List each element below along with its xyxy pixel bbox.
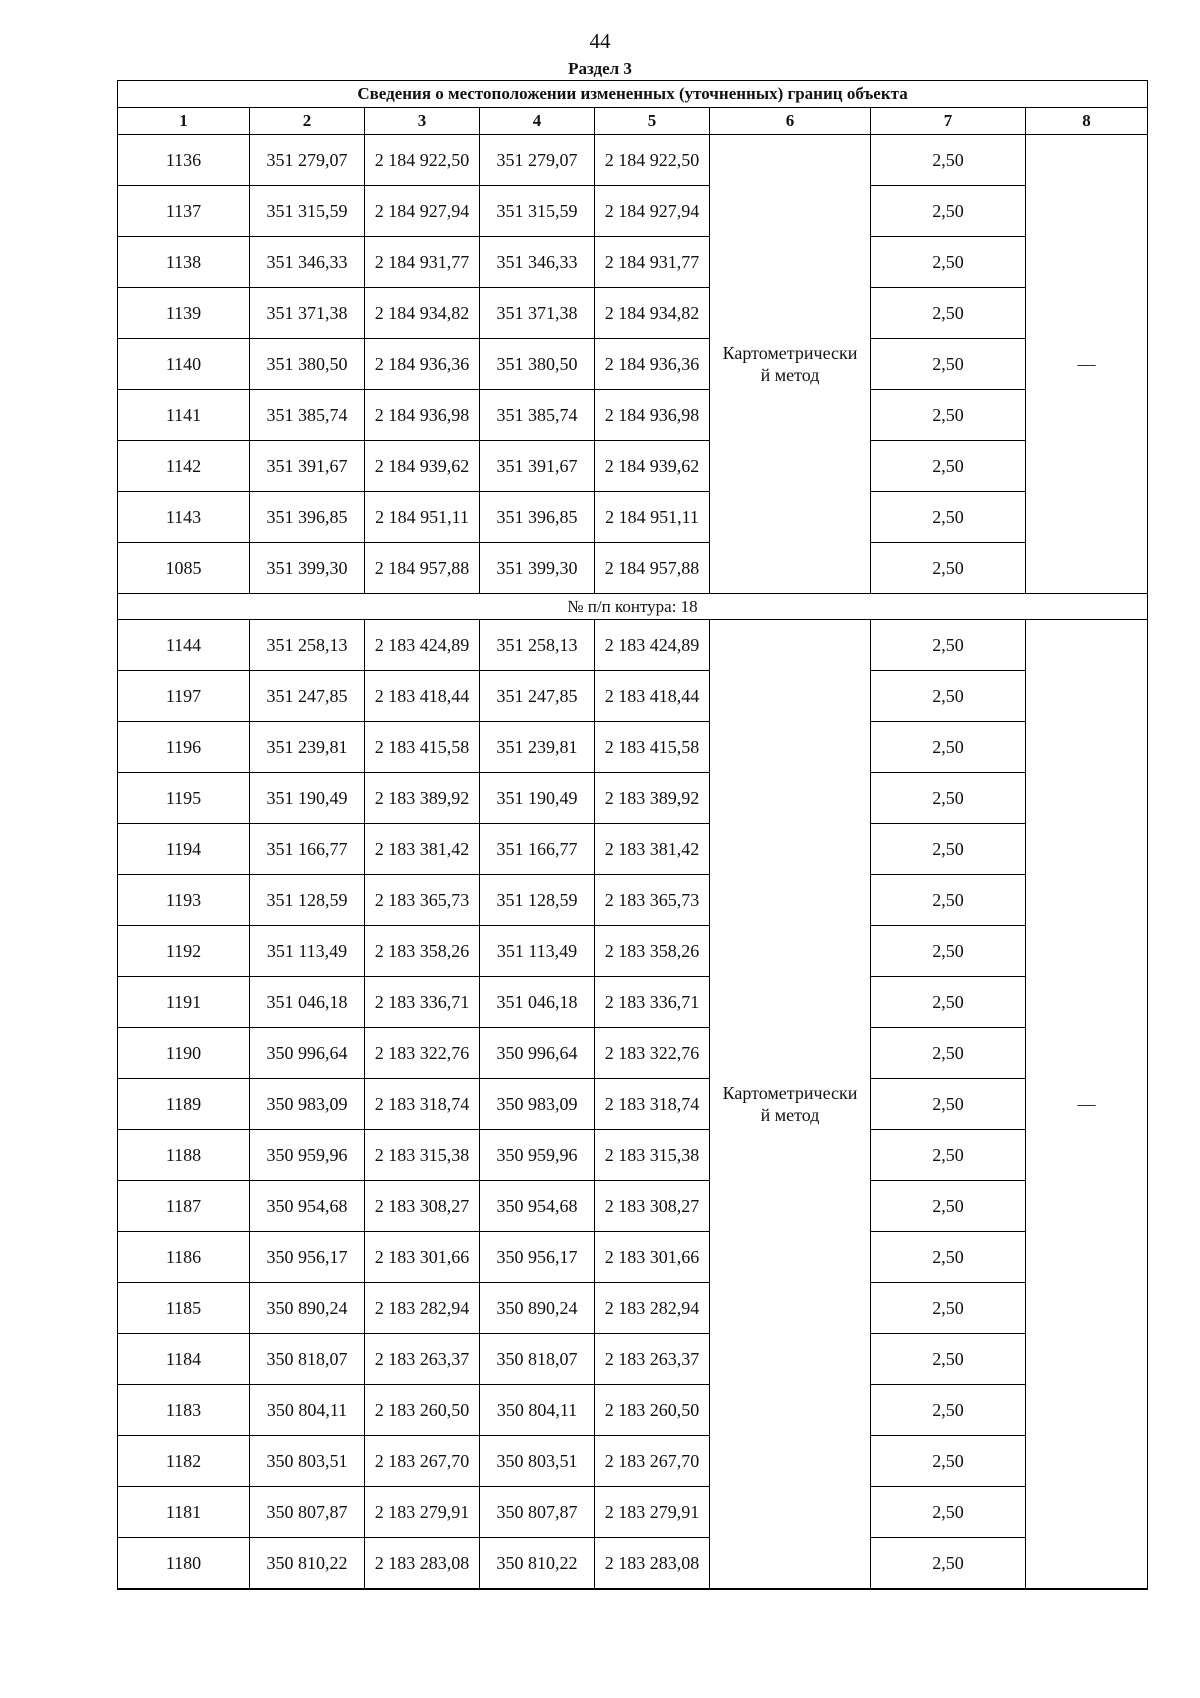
accuracy-cell: 2,50 xyxy=(871,1283,1026,1334)
y-coordinate-cell: 2 183 381,42 xyxy=(595,824,710,875)
accuracy-cell: 2,50 xyxy=(871,773,1026,824)
y-coordinate-cell: 2 183 263,37 xyxy=(365,1334,480,1385)
method-text-line: Картометрически xyxy=(722,1083,858,1103)
y-coordinate-cell: 2 183 260,50 xyxy=(595,1385,710,1436)
x-coordinate-cell: 350 807,87 xyxy=(250,1487,365,1538)
y-coordinate-cell: 2 183 267,70 xyxy=(365,1436,480,1487)
y-coordinate-cell: 2 183 358,26 xyxy=(595,926,710,977)
accuracy-cell: 2,50 xyxy=(871,1232,1026,1283)
y-coordinate-cell: 2 183 301,66 xyxy=(365,1232,480,1283)
x-coordinate-cell: 350 810,22 xyxy=(480,1538,595,1590)
accuracy-cell: 2,50 xyxy=(871,722,1026,773)
point-number-cell: 1140 xyxy=(118,339,250,390)
x-coordinate-cell: 351 380,50 xyxy=(250,339,365,390)
x-coordinate-cell: 350 983,09 xyxy=(250,1079,365,1130)
table-row xyxy=(118,492,1148,543)
accuracy-cell: 2,50 xyxy=(871,620,1026,671)
x-coordinate-cell: 351 046,18 xyxy=(250,977,365,1028)
table-row xyxy=(118,824,1148,875)
x-coordinate-cell: 351 113,49 xyxy=(250,926,365,977)
table-row xyxy=(118,441,1148,492)
point-number-cell: 1194 xyxy=(118,824,250,875)
table-row xyxy=(118,1181,1148,1232)
table-row xyxy=(118,926,1148,977)
y-coordinate-cell: 2 183 358,26 xyxy=(365,926,480,977)
x-coordinate-cell: 351 371,38 xyxy=(250,288,365,339)
x-coordinate-cell: 351 385,74 xyxy=(250,390,365,441)
y-coordinate-cell: 2 183 283,08 xyxy=(595,1538,710,1590)
accuracy-cell: 2,50 xyxy=(871,1385,1026,1436)
column-number: 5 xyxy=(595,108,710,135)
x-coordinate-cell: 350 803,51 xyxy=(480,1436,595,1487)
y-coordinate-cell: 2 183 315,38 xyxy=(595,1130,710,1181)
x-coordinate-cell: 350 890,24 xyxy=(480,1283,595,1334)
y-coordinate-cell: 2 183 322,76 xyxy=(595,1028,710,1079)
method-text-line: й метод xyxy=(760,365,820,385)
y-coordinate-cell: 2 183 260,50 xyxy=(365,1385,480,1436)
accuracy-cell: 2,50 xyxy=(871,977,1026,1028)
x-coordinate-cell: 350 804,11 xyxy=(250,1385,365,1436)
x-coordinate-cell: 350 807,87 xyxy=(480,1487,595,1538)
point-number-cell: 1192 xyxy=(118,926,250,977)
table-row xyxy=(118,288,1148,339)
accuracy-cell: 2,50 xyxy=(871,1487,1026,1538)
table-row xyxy=(118,1487,1148,1538)
x-coordinate-cell: 351 399,30 xyxy=(250,543,365,594)
table-row xyxy=(118,1028,1148,1079)
x-coordinate-cell: 351 239,81 xyxy=(250,722,365,773)
method-cell xyxy=(710,620,871,1590)
accuracy-cell: 2,50 xyxy=(871,237,1026,288)
accuracy-cell: 2,50 xyxy=(871,492,1026,543)
accuracy-cell: 2,50 xyxy=(871,1334,1026,1385)
x-coordinate-cell: 351 046,18 xyxy=(480,977,595,1028)
x-coordinate-cell: 351 258,13 xyxy=(480,620,595,671)
accuracy-cell: 2,50 xyxy=(871,671,1026,722)
y-coordinate-cell: 2 184 939,62 xyxy=(365,441,480,492)
contour-header-row xyxy=(118,594,1148,620)
y-coordinate-cell: 2 184 951,11 xyxy=(595,492,710,543)
table-row xyxy=(118,237,1148,288)
y-coordinate-cell: 2 183 424,89 xyxy=(365,620,480,671)
table-row xyxy=(118,339,1148,390)
point-number-cell: 1189 xyxy=(118,1079,250,1130)
accuracy-cell: 2,50 xyxy=(871,1538,1026,1590)
y-coordinate-cell: 2 183 418,44 xyxy=(595,671,710,722)
point-number-cell: 1143 xyxy=(118,492,250,543)
x-coordinate-cell: 350 996,64 xyxy=(250,1028,365,1079)
y-coordinate-cell: 2 183 389,92 xyxy=(595,773,710,824)
y-coordinate-cell: 2 183 381,42 xyxy=(365,824,480,875)
method-text-line: Картометрически xyxy=(722,343,858,363)
table-row xyxy=(118,875,1148,926)
x-coordinate-cell: 351 166,77 xyxy=(480,824,595,875)
point-number-cell: 1141 xyxy=(118,390,250,441)
point-number-cell: 1144 xyxy=(118,620,250,671)
x-coordinate-cell: 350 818,07 xyxy=(250,1334,365,1385)
y-coordinate-cell: 2 183 308,27 xyxy=(595,1181,710,1232)
column-8-cell: — xyxy=(1026,620,1148,1590)
column-number: 1 xyxy=(118,108,250,135)
x-coordinate-cell: 351 371,38 xyxy=(480,288,595,339)
table-row xyxy=(118,1436,1148,1487)
point-number-cell: 1187 xyxy=(118,1181,250,1232)
x-coordinate-cell: 351 247,85 xyxy=(480,671,595,722)
table-row xyxy=(118,773,1148,824)
accuracy-cell: 2,50 xyxy=(871,186,1026,237)
point-number-cell: 1181 xyxy=(118,1487,250,1538)
accuracy-cell: 2,50 xyxy=(871,288,1026,339)
x-coordinate-cell: 350 954,68 xyxy=(250,1181,365,1232)
y-coordinate-cell: 2 184 936,98 xyxy=(365,390,480,441)
accuracy-cell: 2,50 xyxy=(871,1181,1026,1232)
x-coordinate-cell: 351 391,67 xyxy=(480,441,595,492)
y-coordinate-cell: 2 183 415,58 xyxy=(595,722,710,773)
column-number: 4 xyxy=(480,108,595,135)
x-coordinate-cell: 350 890,24 xyxy=(250,1283,365,1334)
point-number-cell: 1085 xyxy=(118,543,250,594)
x-coordinate-cell: 351 166,77 xyxy=(250,824,365,875)
y-coordinate-cell: 2 183 279,91 xyxy=(595,1487,710,1538)
accuracy-cell: 2,50 xyxy=(871,441,1026,492)
table-caption-row xyxy=(118,81,1148,108)
accuracy-cell: 2,50 xyxy=(871,1028,1026,1079)
x-coordinate-cell: 350 959,96 xyxy=(480,1130,595,1181)
x-coordinate-cell: 351 258,13 xyxy=(250,620,365,671)
point-number-cell: 1186 xyxy=(118,1232,250,1283)
x-coordinate-cell: 350 804,11 xyxy=(480,1385,595,1436)
table-row xyxy=(118,390,1148,441)
y-coordinate-cell: 2 183 318,74 xyxy=(365,1079,480,1130)
table-row xyxy=(118,1232,1148,1283)
y-coordinate-cell: 2 183 424,89 xyxy=(595,620,710,671)
x-coordinate-cell: 351 385,74 xyxy=(480,390,595,441)
x-coordinate-cell: 351 128,59 xyxy=(480,875,595,926)
x-coordinate-cell: 351 190,49 xyxy=(480,773,595,824)
x-coordinate-cell: 351 128,59 xyxy=(250,875,365,926)
x-coordinate-cell: 350 803,51 xyxy=(250,1436,365,1487)
point-number-cell: 1190 xyxy=(118,1028,250,1079)
y-coordinate-cell: 2 184 927,94 xyxy=(595,186,710,237)
section-title: Раздел 3 xyxy=(568,59,632,78)
table-row xyxy=(118,1079,1148,1130)
point-number-cell: 1184 xyxy=(118,1334,250,1385)
accuracy-cell: 2,50 xyxy=(871,875,1026,926)
x-coordinate-cell: 350 956,17 xyxy=(250,1232,365,1283)
y-coordinate-cell: 2 184 936,36 xyxy=(595,339,710,390)
x-coordinate-cell: 351 113,49 xyxy=(480,926,595,977)
y-coordinate-cell: 2 184 957,88 xyxy=(365,543,480,594)
table-row xyxy=(118,135,1148,186)
page-number: 44 xyxy=(589,29,611,53)
y-coordinate-cell: 2 184 936,98 xyxy=(595,390,710,441)
y-coordinate-cell: 2 183 322,76 xyxy=(365,1028,480,1079)
x-coordinate-cell: 350 983,09 xyxy=(480,1079,595,1130)
accuracy-cell: 2,50 xyxy=(871,390,1026,441)
x-coordinate-cell: 351 391,67 xyxy=(250,441,365,492)
point-number-cell: 1195 xyxy=(118,773,250,824)
y-coordinate-cell: 2 184 922,50 xyxy=(595,135,710,186)
point-number-cell: 1197 xyxy=(118,671,250,722)
y-coordinate-cell: 2 184 957,88 xyxy=(595,543,710,594)
x-coordinate-cell: 351 279,07 xyxy=(480,135,595,186)
x-coordinate-cell: 351 315,59 xyxy=(250,186,365,237)
method-text-line: й метод xyxy=(760,1105,820,1125)
x-coordinate-cell: 351 346,33 xyxy=(480,237,595,288)
accuracy-cell: 2,50 xyxy=(871,135,1026,186)
accuracy-cell: 2,50 xyxy=(871,1130,1026,1181)
point-number-cell: 1137 xyxy=(118,186,250,237)
y-coordinate-cell: 2 183 365,73 xyxy=(365,875,480,926)
y-coordinate-cell: 2 183 283,08 xyxy=(365,1538,480,1590)
x-coordinate-cell: 350 959,96 xyxy=(250,1130,365,1181)
table-row xyxy=(118,1283,1148,1334)
x-coordinate-cell: 351 239,81 xyxy=(480,722,595,773)
point-number-cell: 1188 xyxy=(118,1130,250,1181)
y-coordinate-cell: 2 183 315,38 xyxy=(365,1130,480,1181)
y-coordinate-cell: 2 183 389,92 xyxy=(365,773,480,824)
column-number: 7 xyxy=(871,108,1026,135)
y-coordinate-cell: 2 184 934,82 xyxy=(365,288,480,339)
table-row xyxy=(118,1130,1148,1181)
point-number-cell: 1139 xyxy=(118,288,250,339)
x-coordinate-cell: 350 956,17 xyxy=(480,1232,595,1283)
x-coordinate-cell: 350 954,68 xyxy=(480,1181,595,1232)
table-row xyxy=(118,722,1148,773)
y-coordinate-cell: 2 184 927,94 xyxy=(365,186,480,237)
accuracy-cell: 2,50 xyxy=(871,339,1026,390)
accuracy-cell: 2,50 xyxy=(871,926,1026,977)
y-coordinate-cell: 2 183 279,91 xyxy=(365,1487,480,1538)
accuracy-cell: 2,50 xyxy=(871,1079,1026,1130)
x-coordinate-cell: 351 346,33 xyxy=(250,237,365,288)
y-coordinate-cell: 2 184 931,77 xyxy=(595,237,710,288)
y-coordinate-cell: 2 183 415,58 xyxy=(365,722,480,773)
column-8-cell: — xyxy=(1026,135,1148,594)
point-number-cell: 1183 xyxy=(118,1385,250,1436)
point-number-cell: 1180 xyxy=(118,1538,250,1590)
x-coordinate-cell: 351 399,30 xyxy=(480,543,595,594)
point-number-cell: 1185 xyxy=(118,1283,250,1334)
y-coordinate-cell: 2 183 418,44 xyxy=(365,671,480,722)
table-row xyxy=(118,620,1148,671)
x-coordinate-cell: 351 315,59 xyxy=(480,186,595,237)
y-coordinate-cell: 2 183 336,71 xyxy=(595,977,710,1028)
accuracy-cell: 2,50 xyxy=(871,543,1026,594)
point-number-cell: 1191 xyxy=(118,977,250,1028)
table-row xyxy=(118,1538,1148,1590)
column-number: 6 xyxy=(710,108,871,135)
point-number-cell: 1193 xyxy=(118,875,250,926)
y-coordinate-cell: 2 183 336,71 xyxy=(365,977,480,1028)
x-coordinate-cell: 351 247,85 xyxy=(250,671,365,722)
y-coordinate-cell: 2 183 318,74 xyxy=(595,1079,710,1130)
x-coordinate-cell: 351 190,49 xyxy=(250,773,365,824)
y-coordinate-cell: 2 183 308,27 xyxy=(365,1181,480,1232)
column-number: 3 xyxy=(365,108,480,135)
y-coordinate-cell: 2 183 282,94 xyxy=(595,1283,710,1334)
y-coordinate-cell: 2 183 365,73 xyxy=(595,875,710,926)
y-coordinate-cell: 2 184 922,50 xyxy=(365,135,480,186)
y-coordinate-cell: 2 183 267,70 xyxy=(595,1436,710,1487)
table-row xyxy=(118,543,1148,594)
y-coordinate-cell: 2 184 939,62 xyxy=(595,441,710,492)
table-row xyxy=(118,1334,1148,1385)
table-row xyxy=(118,186,1148,237)
accuracy-cell: 2,50 xyxy=(871,1436,1026,1487)
column-number-row xyxy=(118,108,1148,135)
x-coordinate-cell: 351 396,85 xyxy=(480,492,595,543)
point-number-cell: 1196 xyxy=(118,722,250,773)
x-coordinate-cell: 350 996,64 xyxy=(480,1028,595,1079)
y-coordinate-cell: 2 184 934,82 xyxy=(595,288,710,339)
point-number-cell: 1138 xyxy=(118,237,250,288)
x-coordinate-cell: 350 818,07 xyxy=(480,1334,595,1385)
table-row xyxy=(118,1385,1148,1436)
y-coordinate-cell: 2 183 263,37 xyxy=(595,1334,710,1385)
x-coordinate-cell: 351 380,50 xyxy=(480,339,595,390)
y-coordinate-cell: 2 184 931,77 xyxy=(365,237,480,288)
column-number: 8 xyxy=(1026,108,1148,135)
point-number-cell: 1182 xyxy=(118,1436,250,1487)
boundary-coordinates-table xyxy=(117,80,1148,1590)
point-number-cell: 1142 xyxy=(118,441,250,492)
point-number-cell: 1136 xyxy=(118,135,250,186)
column-number: 2 xyxy=(250,108,365,135)
y-coordinate-cell: 2 184 936,36 xyxy=(365,339,480,390)
table-row xyxy=(118,977,1148,1028)
y-coordinate-cell: 2 184 951,11 xyxy=(365,492,480,543)
x-coordinate-cell: 350 810,22 xyxy=(250,1538,365,1590)
y-coordinate-cell: 2 183 301,66 xyxy=(595,1232,710,1283)
accuracy-cell: 2,50 xyxy=(871,824,1026,875)
table-row xyxy=(118,671,1148,722)
x-coordinate-cell: 351 279,07 xyxy=(250,135,365,186)
y-coordinate-cell: 2 183 282,94 xyxy=(365,1283,480,1334)
method-cell xyxy=(710,135,871,594)
table-caption: Сведения о местоположении измененных (уточненных) границ объекта xyxy=(118,81,1148,108)
x-coordinate-cell: 351 396,85 xyxy=(250,492,365,543)
contour-label: № п/п контура: 18 xyxy=(118,594,1148,620)
